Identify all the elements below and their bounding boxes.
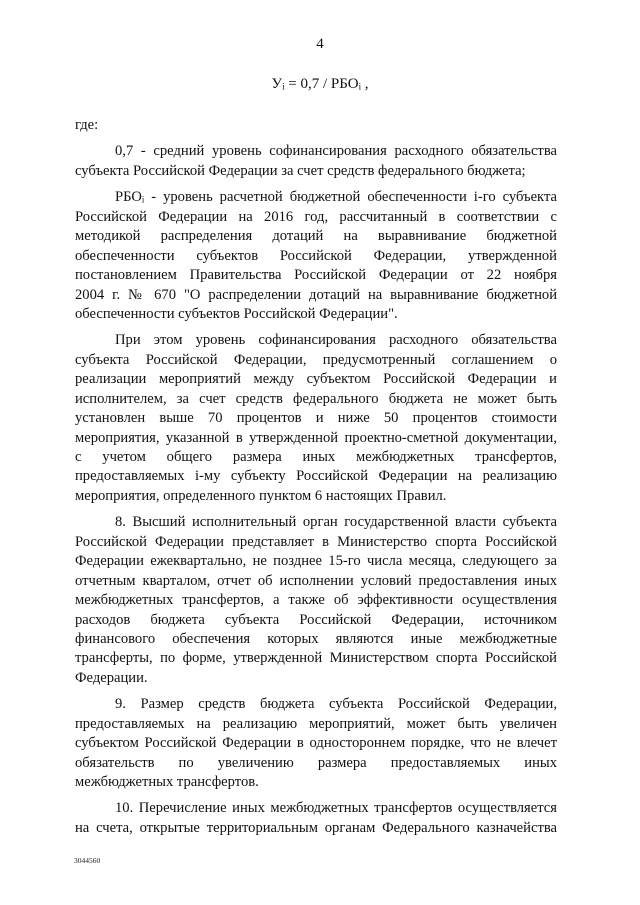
- text-line: отчетным кварталом, отчет об исполнении условий предоставления иных: [75, 572, 557, 589]
- text-line: финансового обеспечения которых являются иные межбюджетные: [75, 630, 557, 647]
- text-line: где:: [75, 117, 99, 133]
- text-line: Российской Федерации на 2016 год, рассчитанный в соответствии с: [75, 208, 557, 225]
- text-line: методикой распределения дотаций на выравнивание бюджетной: [75, 228, 557, 245]
- text-line: обеспеченности субъектов Российской Федерации".: [75, 305, 398, 322]
- text-line: РБОᵢ - уровень расчетной бюджетной обеспеченности i-го субъекта: [115, 189, 557, 206]
- document-body: [75, 116, 557, 838]
- text-line: 10. Перечисление иных межбюджетных трансфертов осуществляется: [115, 800, 557, 817]
- text-line: мероприятия, определенного пунктом 6 настоящих Правил.: [75, 487, 447, 504]
- text-line: обязательств по увеличению размера предоставляемых иных: [75, 754, 557, 771]
- text-line: мероприятия, указанной в утвержденной проектно-сметной документации,: [75, 429, 557, 446]
- formula: Уᵢ = 0,7 / РБОᵢ ,: [271, 76, 369, 92]
- text-line: исполнителем, за счет средств федерального бюджета не может быть: [75, 390, 557, 407]
- text-line: Российской Федерации представляет в Министерство спорта Российской: [75, 533, 557, 550]
- text-line: 2004 г. № 670 "О распределении дотаций на выравнивание бюджетной: [75, 286, 557, 303]
- text-line: межбюджетных трансфертов.: [75, 774, 259, 790]
- text-line: установлен выше 70 процентов и ниже 50 процентов стоимости: [75, 410, 557, 427]
- text-line: Федерации.: [75, 669, 148, 686]
- document-code: 3044560: [74, 856, 101, 865]
- text-line: постановлением Правительства Российской Федерации от 22 ноября: [75, 267, 557, 284]
- text-line: на счета, открытые территориальным органам Федерального казначейства: [75, 819, 557, 836]
- text-line: При этом уровень софинансирования расходного обязательства: [115, 332, 557, 349]
- text-line: реализации мероприятий между субъектом Российской Федерации и: [75, 371, 557, 388]
- text-line: 9. Размер средств бюджета субъекта Российской Федерации,: [115, 696, 557, 713]
- text-line: субъекта Российской Федерации, предусмотренный соглашением о: [75, 351, 557, 368]
- text-line: расходов бюджета субъекта Российской Федерации, источником: [75, 611, 557, 628]
- text-line: Федерации ежеквартально, не позднее 15-го числа месяца, следующего за: [75, 553, 557, 570]
- text-line: трансферты, по форме, утвержденной Министерством спорта Российской: [75, 650, 557, 667]
- text-line: обеспеченности субъектов Российской Федерации, утвержденной: [75, 247, 557, 264]
- text-line: субъектом Российской Федерации в одностороннем порядке, что не влечет: [75, 735, 557, 752]
- text-line: предоставляемых i-му субъекту Российской Федерации на реализацию: [75, 468, 557, 485]
- text-line: 0,7 - средний уровень софинансирования расходного обязательства: [115, 143, 557, 160]
- text-line: межбюджетных трансфертов, а также об эффективности осуществления: [75, 592, 557, 609]
- text-line: с учетом общего размера иных межбюджетных трансфертов,: [75, 449, 557, 465]
- text-line: субъекта Российской Федерации за счет средств федерального бюджета;: [75, 162, 526, 179]
- page-number: 4: [316, 36, 324, 52]
- text-line: предоставляемых на реализацию мероприятий, может быть увеличен: [75, 715, 557, 732]
- text-line: 8. Высший исполнительный орган государственной власти субъекта: [115, 514, 557, 531]
